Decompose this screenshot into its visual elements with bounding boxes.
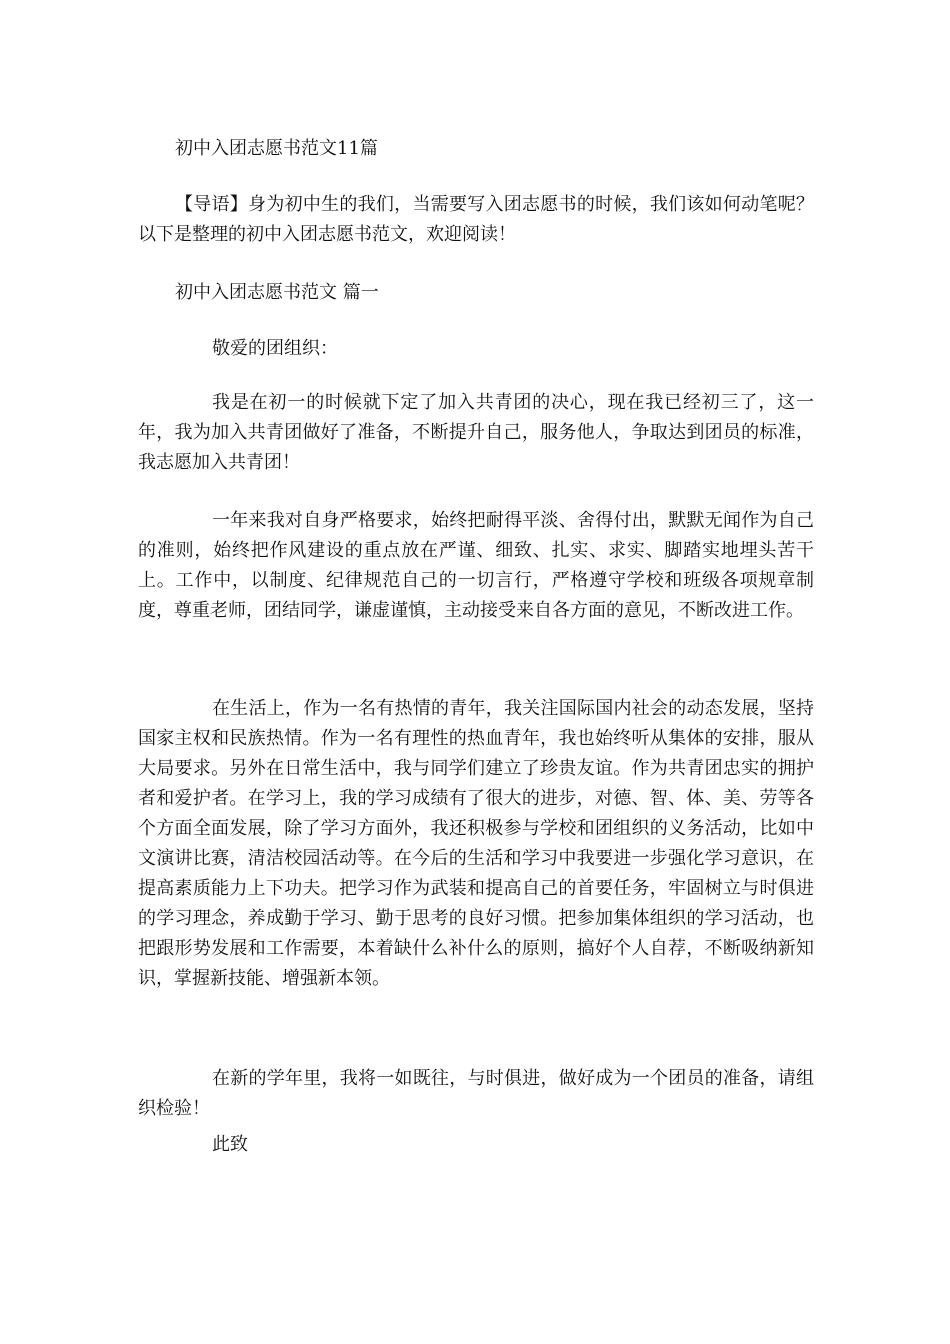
body-paragraph-4: 在新的学年里，我将一如既往，与时俱进，做好成为一个团员的准备，请组织检验！ (138, 1068, 814, 1119)
body-paragraph-1: 我是在初一的时候就下定了加入共青团的决心，现在我已经初三了，这一年，我为加入共青团做好了准备，不断提升自己，服务他人，争取达到团员的标准，我志愿加入共青团！ (138, 392, 814, 473)
intro-paragraph: 【导语】身为初中生的我们，当需要写入团志愿书的时候，我们该如何动笔呢？以下是整理的初中入团志愿书范文，欢迎阅读！ (138, 194, 814, 245)
closing-text: 此致 (212, 1134, 248, 1155)
body-paragraph-3: 在生活上，作为一名有热情的青年，我关注国际国内社会的动态发展，坚持国家主权和民族热情。作为一名有理性的热血青年，我也始终听从集体的安排，服从大局要求。另外在日常生活中，我与同学们建立了珍贵友谊。作为共青团忠实的拥护者和爱护者。在学习上，我的学习成绩有了很大的进步，对德、智、体、美、劳等各个方面全面发展，除了学习方面外，我还积极参与学校和团组织的义务活动，比如中文演讲比赛，清洁校园活动等。在今后的生活和学习中我要进一步强化学习意识，在提高素质能力上下功夫。把学习作为武装和提高自己的首要任务，牢固树立与时俱进的学习理念，养成勤于学习、勤于思考的良好习惯。把参加集体组织的学习活动，也把跟形势发展和工作需要，本着缺什么补什么的原则，搞好个人自荐，不断吸纳新知识，掌握新技能、增强新本领。 (138, 698, 814, 989)
document-title: 初中入团志愿书范文11篇 (175, 138, 378, 159)
section-title: 初中入团志愿书范文 篇一 (175, 282, 379, 303)
salutation: 敬爱的团组织： (212, 338, 338, 359)
body-paragraph-2: 一年来我对自身严格要求，始终把耐得平淡、舍得付出，默默无闻作为自己的准则，始终把作风建设的重点放在严谨、细致、扎实、求实、脚踏实地埋头苦干上。工作中，以制度、纪律规范自己的一切言行，严格遵守学校和班级各项规章制度，尊重老师，团结同学，谦虚谨慎，主动接受来自各方面的意见，不断改进工作。 (138, 510, 814, 621)
